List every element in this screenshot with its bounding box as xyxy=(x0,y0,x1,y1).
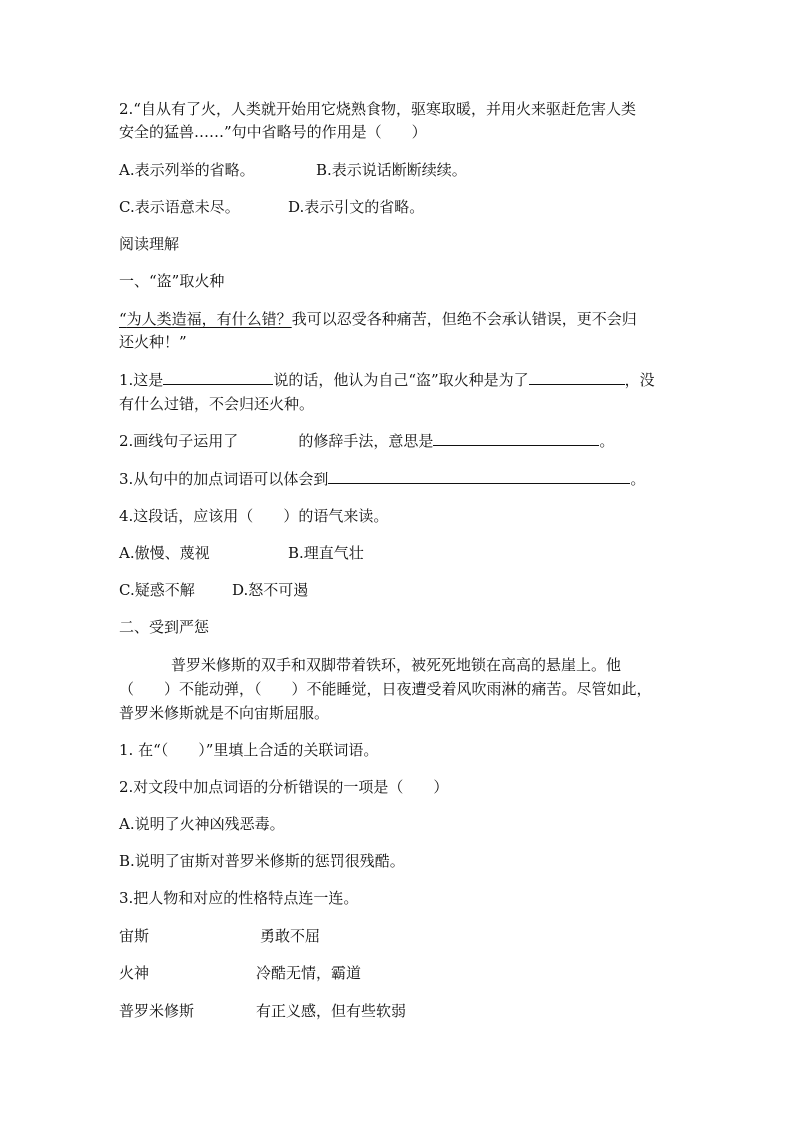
q2-option-d: D.表示引文的省略。 xyxy=(288,198,425,216)
s1-q4-option-a: A.傲慢、蔑视 xyxy=(119,544,210,562)
s1-q2-middle: 的修辞手法，意思是 xyxy=(298,432,434,450)
match-left-item: 普罗米修斯 xyxy=(119,1002,195,1020)
section1-quote-line2: 还火种！” xyxy=(119,333,187,351)
s1-q4-option-b: B.理直气壮 xyxy=(288,544,364,562)
s1-q2-prefix: 2.画线句子运用了 xyxy=(119,432,239,450)
s1-q1-middle: 说的话，他认为自己“盗”取火种是为了 xyxy=(273,371,529,389)
s1-question1-line2: 有什么过错，不会归还火种。 xyxy=(119,395,315,413)
s2-question1: 1. 在“（ ）”里填上合适的关联词语。 xyxy=(119,741,379,759)
s1-question3 xyxy=(119,469,645,489)
reading-title: 阅读理解 xyxy=(119,235,180,253)
s2-question2: 2.对文段中加点词语的分析错误的一项是（ ） xyxy=(119,778,449,796)
q2-line2: 安全的猛兽……”句中省略号的作用是（ ） xyxy=(119,123,427,141)
s2-q2-option-b: B.说明了宙斯对普罗米修斯的惩罚很残酷。 xyxy=(119,852,405,870)
section2-paragraph-line3: 普罗米修斯就是不向宙斯屈服。 xyxy=(119,704,330,722)
match-right-item: 冷酷无情，霸道 xyxy=(256,964,362,982)
s1-q3-suffix: 。 xyxy=(630,470,646,488)
section2-heading: 二、受到严惩 xyxy=(119,618,210,636)
s1-question4: 4.这段话，应该用（ ）的语气来读。 xyxy=(119,507,389,525)
s1-question2 xyxy=(119,431,614,451)
quote-open-mark: “ xyxy=(119,310,127,328)
answer-blank[interactable] xyxy=(163,370,273,385)
underlined-sentence: 为人类造福，有什么错？ xyxy=(126,310,292,328)
s1-q4-option-c: C.疑惑不解 xyxy=(119,581,195,599)
section2-paragraph-line2: （ ）不能动弹，（ ）不能睡觉，日夜遭受着风吹雨淋的痛苦。尽管如此， xyxy=(119,680,652,698)
match-left-item: 宙斯 xyxy=(119,927,150,945)
s2-question3: 3.把人物和对应的性格特点连一连。 xyxy=(119,889,359,907)
s1-q2-suffix: 。 xyxy=(599,432,615,450)
q2-line1: 2.“自从有了火，人类就开始用它烧熟食物，驱寒取暖，并用火来驱赶危害人类 xyxy=(119,100,636,118)
match-right-item: 有正义感，但有些软弱 xyxy=(256,1002,407,1020)
s1-q1-suffix: ，没 xyxy=(624,371,655,389)
section1-quote-line1 xyxy=(119,309,637,329)
section2-paragraph-line1: 普罗米修斯的双手和双脚带着铁环，被死死地锁在高高的悬崖上。他 xyxy=(171,656,622,674)
answer-blank[interactable] xyxy=(328,469,630,484)
answer-blank[interactable] xyxy=(433,431,599,446)
s1-q3-prefix: 3.从句中的加点词语可以体会到 xyxy=(119,470,329,488)
quote-rest-line1: 我可以忍受各种痛苦，但绝不会承认错误，更不会归 xyxy=(291,310,637,328)
s1-question1-line1 xyxy=(119,370,655,390)
s1-q1-prefix: 1.这是 xyxy=(119,371,164,389)
answer-blank[interactable] xyxy=(529,370,625,385)
match-right-item: 勇敢不屈 xyxy=(260,927,321,945)
q2-option-c: C.表示语意未尽。 xyxy=(119,198,240,216)
q2-option-a: A.表示列举的省略。 xyxy=(119,161,255,179)
match-left-item: 火神 xyxy=(119,964,150,982)
q2-option-b: B.表示说话断断续续。 xyxy=(316,161,467,179)
s2-q2-option-a: A.说明了火神凶残恶毒。 xyxy=(119,815,285,833)
section1-heading: 一、“盗”取火种 xyxy=(119,272,225,290)
s1-q4-option-d: D.怒不可遏 xyxy=(232,581,309,599)
